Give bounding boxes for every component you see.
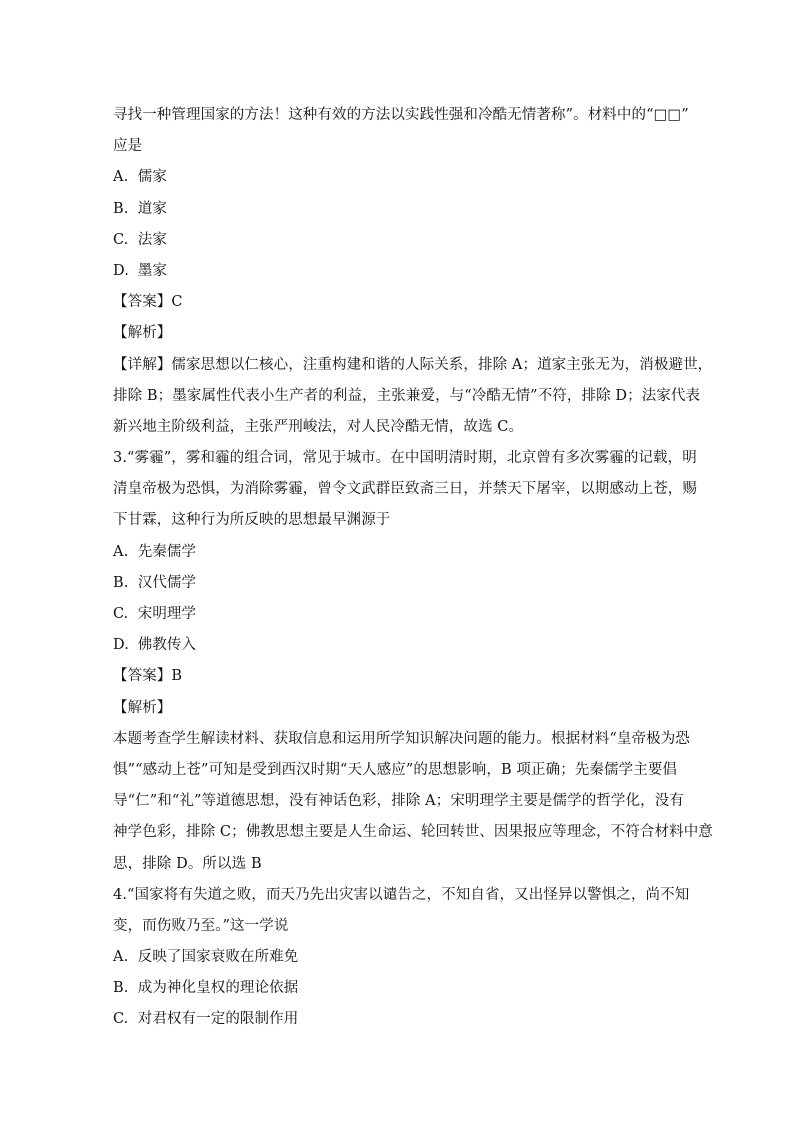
option-a: A. 反映了国家衰败在所难免 [113, 949, 299, 966]
text-line: 3.“雾霾”，雾和霾的组合词，常见于城市。在中国明清时期，北京曾有多次雾霾的记载，明 [113, 450, 697, 467]
question-3-options [113, 537, 688, 662]
question-4-stem [113, 880, 688, 942]
option-b: B. 汉代儒学 [113, 574, 197, 591]
question-2-stem-continuation [113, 100, 688, 162]
text-line: 【详解】儒家思想以仁核心，注重构建和谐的人际关系，排除 A；道家主张无为，消极避世， [113, 356, 713, 373]
option-b: B. 成为神化皇权的理论依据 [113, 980, 299, 997]
option-c: C. 对君权有一定的限制作用 [113, 1011, 299, 1028]
question-2-analysis-label: 【解析】 [113, 325, 172, 342]
option-a: A. 先秦儒学 [113, 543, 197, 560]
text-line: 导“仁”和“礼”等道德思想，没有神话色彩，排除 A；宋明理学主要是儒学的哲学化，没有 [113, 793, 684, 810]
question-3-analysis-label: 【解析】 [113, 699, 172, 716]
text-line: 思，排除 D。所以选 B [113, 855, 262, 872]
text-line: 应是 [113, 138, 143, 155]
text-line: 寻找一种管理国家的方法！这种有效的方法以实践性强和冷酷无情著称”。材料中的“□□” [113, 107, 689, 123]
text-line: 本题考查学生解读材料、获取信息和运用所学知识解决问题的能力。根据材料“皇帝极为恐 [113, 730, 690, 747]
text-line: 惧”“感动上苍”可知是受到西汉时期“天人感应”的思想影响，B 项正确；先秦儒学主要倡 [113, 761, 678, 778]
text-line: 变，而伤败乃至。”这一学说 [113, 917, 289, 934]
question-2-detail [113, 350, 713, 444]
option-d: D. 佛教传入 [113, 637, 197, 654]
option-d: D. 墨家 [113, 262, 167, 279]
question-3-stem [113, 443, 697, 537]
option-a: A. 儒家 [113, 169, 167, 186]
text-line: 新兴地主阶级利益，主张严刑峻法，对人民冷酷无情，故选 C。 [113, 418, 524, 435]
text-line: 4.“国家将有失道之败，而天乃先出灾害以谴告之，不知自省，又出怪异以警惧之，尚不知 [113, 886, 690, 903]
option-b: B. 道家 [113, 200, 167, 217]
document-page [113, 100, 713, 1036]
text-line: 清皇帝极为恐惧，为消除雾霾，曾令文武群臣致斋三日，并禁天下屠宰，以期感动上苍，赐 [113, 481, 697, 498]
question-2-options [113, 162, 688, 287]
question-2-answer: 【答案】C [113, 294, 183, 311]
question-3-answer: 【答案】B [113, 668, 183, 685]
option-c: C. 法家 [113, 231, 167, 248]
text-line: 下甘霖，这种行为所反映的思想最早渊源于 [113, 512, 391, 529]
text-line: 神学色彩，排除 C；佛教思想主要是人生命运、轮回转世、因果报应等理念，不符合材料中意 [113, 824, 713, 841]
question-4-options [113, 942, 688, 1036]
question-3-analysis [113, 724, 713, 880]
option-c: C. 宋明理学 [113, 606, 197, 622]
text-line: 排除 B；墨家属性代表小生产者的利益，主张兼爱，与“冷酷无情”不符，排除 D；法家代表 [113, 387, 701, 404]
